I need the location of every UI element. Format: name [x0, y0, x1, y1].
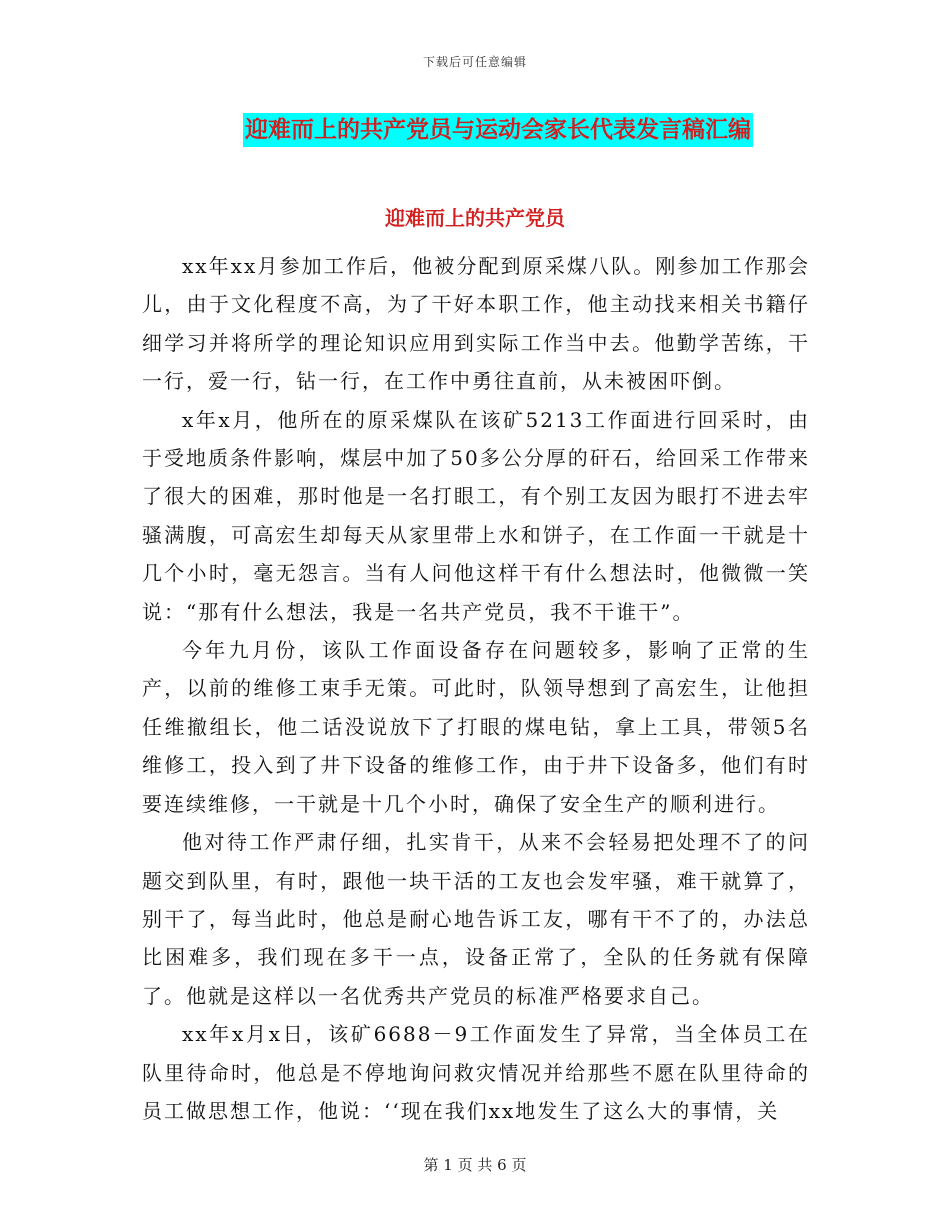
- document-title-wrapper: [0, 113, 950, 147]
- paragraph-2: x年x月，他所在的原采煤队在该矿5213工作面进行回采时，由于受地质条件影响，煤层中加了50多公分厚的矸石，给回采工作带来了很大的困难，那时他是一名打眼工，有个别工友因为眼打不进去牢骚满腹，可高宏生却每天从家里带上水和饼子，在工作面一干就是十几个小时，毫无怨言。当有人问他这样干有什么想法时，他微微一笑说：“那有什么想法，我是一名共产党员，我不干谁干”。: [142, 407, 810, 624]
- document-title: 迎难而上的共产党员与运动会家长代表发言稿汇编: [243, 113, 753, 147]
- body-text: [142, 247, 810, 1130]
- page-number-footer: 第 1 页 共 6 页: [423, 1156, 527, 1174]
- paragraph-5: xx年x月x日，该矿6688－9工作面发生了异常，当全体员工在队里待命时，他总是不停地询问救灾情况并给那些不愿在队里待命的员工做思想工作，他说：‘‘现在我们xx地发生了这么大的事情，关: [142, 1022, 810, 1123]
- paragraph-1: xx年xx月参加工作后，他被分配到原采煤八队。刚参加工作那会儿，由于文化程度不高，为了干好本职工作，他主动找来相关书籍仔细学习并将所学的理论知识应用到实际工作当中去。他勤学苦练，干一行，爱一行，钻一行，在工作中勇往直前，从未被困吓倒。: [142, 254, 810, 394]
- page-header: 下载后可任意编辑: [422, 55, 527, 69]
- section-title: 迎难而上的共产党员: [385, 206, 565, 230]
- paragraph-4: 他对待工作严肃仔细，扎实肯干，从来不会轻易把处理不了的问题交到队里，有时，跟他一块干活的工友也会发牢骚，难干就算了，别干了，每当此时，他总是耐心地告诉工友，哪有干不了的，办法总比困难多，我们现在多干一点，设备正常了，全队的任务就有保障了。他就是这样以一名优秀共产党员的标准严格要求自己。: [142, 830, 810, 1008]
- paragraph-3: 今年九月份，该队工作面设备存在问题较多，影响了正常的生产，以前的维修工束手无策。可此时，队领导想到了高宏生，让他担任维撤组长，他二话没说放下了打眼的煤电钻，拿上工具，带领5名维修工，投入到了井下设备的维修工作，由于井下设备多，他们有时要连续维修，一干就是十几个小时，确保了安全生产的顺利进行。: [142, 638, 810, 816]
